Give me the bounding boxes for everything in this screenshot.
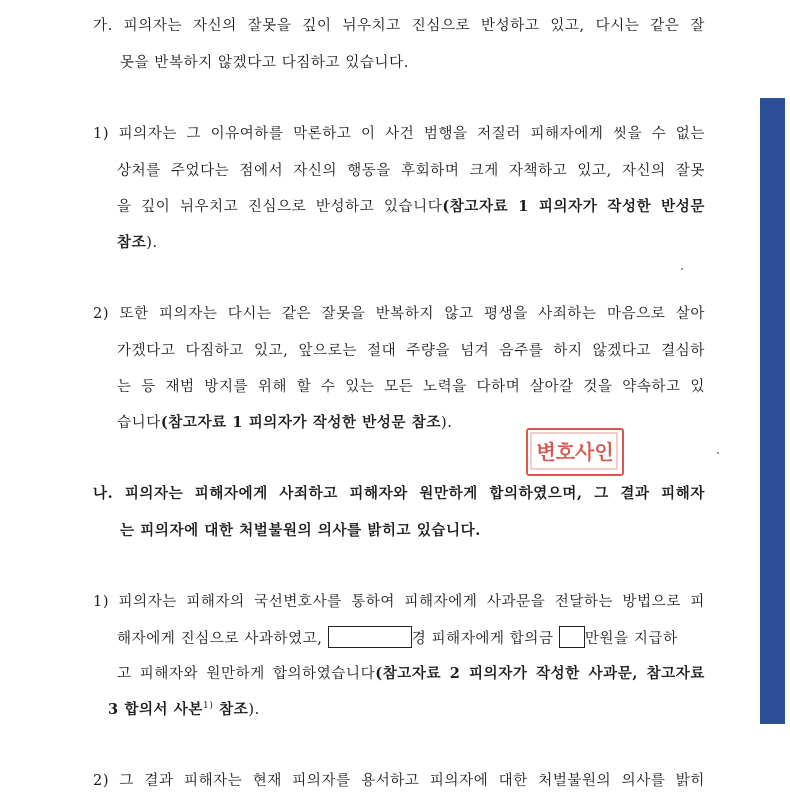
item-na-1-line-2-part-b: 경 피해자에게 합의금 <box>411 631 554 647</box>
item-ga-1-line-1: 1) 피의자는 그 이유여하를 막론하고 이 사건 범행을 저질러 피해자에게 씻을 수 없는 <box>93 126 705 142</box>
section-ga-line-2: 못을 반복하지 않겠다고 다짐하고 있습니다. <box>120 55 409 71</box>
item-na-1-line-4-reference-2: 참조 <box>213 701 249 718</box>
item-ga-1-line-4 <box>117 233 158 253</box>
item-ga-1-line-4-reference: 참조 <box>117 234 147 251</box>
item-na-1-line-3 <box>117 664 705 684</box>
redacted-amount-box <box>559 626 585 648</box>
seal-stamp <box>526 428 624 476</box>
item-ga-2-line-3: 는 등 재범 방지를 위해 할 수 있는 모든 노력을 다하며 살아갈 것을 약속하고 있 <box>117 379 705 395</box>
item-na-1-line-2-part-a: 해자에게 진심으로 사과하였고, <box>117 631 323 647</box>
seal-stamp-text: 변호사인 <box>536 440 614 464</box>
item-na-1-line-3-reference: (참고자료 2 피의자가 작성한 사과문, 참고자료 <box>375 665 706 682</box>
item-ga-1-line-3-reference: (참고자료 1 피의자가 작성한 반성문 <box>442 198 705 215</box>
redacted-date-box <box>328 626 412 648</box>
item-ga-2-line-4-reference: (참고자료 1 피의자가 작성한 반성문 참조 <box>160 414 441 431</box>
seal-stamp-graphic <box>528 430 622 474</box>
item-na-1-line-1: 1) 피의자는 피해자의 국선변호사를 통하여 피해자에게 사과문을 전달하는 방법으로 피 <box>93 594 705 610</box>
item-ga-2-line-4-end: ). <box>440 415 453 431</box>
binding-strip <box>760 98 785 724</box>
item-ga-2-line-1: 2) 또한 피의자는 다시는 같은 잘못을 반복하지 않고 평생을 사죄하는 마음으로 살아 <box>93 306 705 322</box>
section-na-line-1: 나. 피의자는 피해자에게 사죄하고 피해자와 원만하게 합의하였으며, 그 결과 피해자 <box>93 485 705 502</box>
scan-speck <box>717 452 719 454</box>
item-ga-2-line-4 <box>117 413 452 433</box>
item-ga-1-line-3-text: 을 깊이 뉘우치고 진심으로 반성하고 있습니다 <box>117 199 443 215</box>
scan-speck <box>681 268 683 270</box>
item-na-1-line-4 <box>108 700 260 720</box>
item-na-1-line-3-text: 고 피해자와 원만하게 합의하였습니다 <box>117 666 376 682</box>
item-na-1-line-4-reference: 3 합의서 사본 <box>108 701 204 718</box>
item-na-2-line-1: 2) 그 결과 피해자는 현재 피의자를 용서하고 피의자에 대한 처벌불원의 의사를 밝히 <box>93 773 705 789</box>
item-na-1-line-4-end: ). <box>248 702 260 718</box>
item-ga-1-line-2: 상처를 주었다는 점에서 자신의 행동을 후회하며 크게 자책하고 있고, 자신의 잘못 <box>117 163 705 179</box>
footnote-marker: 1) <box>203 701 214 712</box>
section-ga-line-1: 가. 피의자는 자신의 잘못을 깊이 뉘우치고 진심으로 반성하고 있고, 다시는 같은 잘 <box>93 18 705 34</box>
item-ga-2-line-4-text: 습니다 <box>117 415 161 431</box>
item-ga-2-line-2: 가겠다고 다짐하고 있고, 앞으로는 절대 주량을 넘겨 음주를 하지 않겠다고 결심하 <box>117 343 705 359</box>
item-ga-1-line-4-end: ). <box>146 235 158 251</box>
section-na-line-2: 는 피의자에 대한 처벌불원의 의사를 밝히고 있습니다. <box>120 522 481 539</box>
item-na-1-line-2 <box>117 626 705 649</box>
item-ga-1-line-3 <box>117 197 705 217</box>
item-na-1-line-2-part-c: 만원을 지급하 <box>584 631 678 647</box>
